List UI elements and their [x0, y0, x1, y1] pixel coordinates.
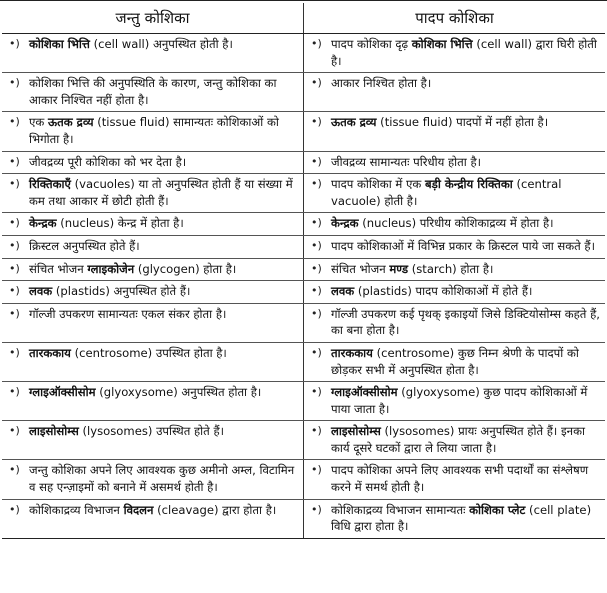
- comparison-row: [2, 258, 605, 281]
- key-term: मण्ड: [389, 261, 409, 276]
- comparison-row: [2, 421, 605, 460]
- comparison-row: [2, 174, 605, 213]
- comparison-row: [2, 382, 605, 421]
- bullet-arrow-icon: •): [9, 37, 20, 50]
- animal-cell-point: [2, 342, 304, 381]
- point-text-fragment: पादप कोशिका अपने लिए आवश्यक सभी पदार्थों का संश्लेषण करने में समर्थ होती है।: [331, 463, 589, 495]
- bullet-arrow-icon: •): [311, 238, 322, 252]
- plant-point-text: [331, 261, 602, 278]
- animal-point-text: [29, 306, 300, 323]
- animal-point-text: [29, 261, 300, 278]
- animal-point-text: [29, 384, 300, 401]
- bullet-arrow-icon: •): [311, 37, 322, 50]
- point-text-fragment: (plastids) अनुपस्थित होते हैं।: [52, 284, 191, 299]
- animal-point-text: [29, 215, 300, 232]
- plant-point-text: [331, 384, 602, 417]
- plant-cell-point: [304, 281, 606, 304]
- plant-cell-point: [304, 174, 606, 213]
- bullet-arrow-icon: •): [9, 385, 20, 399]
- plant-cell-point: [304, 213, 606, 236]
- plant-cell-point: [304, 235, 606, 258]
- key-term: विदलन: [123, 502, 154, 517]
- point-text-fragment: कोशिका भित्ति की अनुपस्थिति के कारण, जन्तु कोशिका का आकार निश्चित नहीं होता है।: [29, 76, 277, 107]
- key-term: तारककाय: [29, 345, 71, 360]
- point-text-fragment: संचित भोजन: [29, 261, 88, 276]
- bullet-arrow-icon: •): [311, 306, 322, 320]
- comparison-row: [2, 499, 605, 538]
- point-text-fragment: (cell wall) द्वारा घिरी होती है।: [331, 37, 597, 68]
- point-text-fragment: एक: [29, 115, 49, 130]
- animal-point-text: [29, 423, 300, 440]
- top-rule: [0, 0, 607, 1]
- point-text-fragment: (glyoxysome) कुछ पादप कोशिकाओं में पाया जाता है।: [331, 385, 588, 416]
- point-text-fragment: (central vacuole) होती है।: [331, 177, 562, 208]
- key-term: केन्द्रक: [331, 216, 359, 231]
- key-term: ग्लाइकोजेन: [87, 261, 135, 276]
- point-text-fragment: कोशिकाद्रव्य विभाजन सामान्यतः: [331, 502, 470, 517]
- animal-cell-header: जन्तु कोशिका: [2, 3, 304, 34]
- plant-cell-point: [304, 73, 606, 112]
- point-text-fragment: संचित भोजन: [331, 261, 390, 276]
- bullet-arrow-icon: •): [9, 424, 20, 438]
- animal-cell-point: [2, 213, 304, 236]
- plant-point-text: [331, 75, 602, 92]
- bullet-arrow-icon: •): [311, 424, 322, 438]
- bullet-arrow-icon: •): [311, 463, 322, 477]
- point-text-fragment: (tissue fluid) पादपों में नहीं होता है।: [376, 115, 549, 130]
- bullet-arrow-icon: •): [9, 463, 20, 477]
- comparison-row: [2, 235, 605, 258]
- point-text-fragment: पादप कोशिका दृढ़: [331, 37, 412, 51]
- plant-point-text: [331, 306, 602, 339]
- bullet-arrow-icon: •): [311, 345, 322, 359]
- animal-cell-point: [2, 151, 304, 174]
- key-term: लाइसोसोम्स: [331, 424, 381, 439]
- key-term: बड़ी केन्द्रीय रिक्तिका: [425, 177, 513, 192]
- animal-cell-point: [2, 460, 304, 499]
- key-term: रिक्तिकाएँ: [29, 177, 71, 192]
- point-text-fragment: (lysosomes) उपस्थित होते हैं।: [78, 424, 225, 439]
- animal-cell-point: [2, 174, 304, 213]
- plant-point-text: [331, 283, 602, 300]
- plant-cell-point: [304, 382, 606, 421]
- key-term: तारककाय: [331, 345, 373, 360]
- plant-point-text: [331, 154, 602, 171]
- point-text-fragment: पादप कोशिका में एक: [331, 177, 426, 192]
- key-term: लवक: [29, 284, 53, 299]
- key-term: ग्लाइऑक्सीसोम: [29, 385, 96, 400]
- point-text-fragment: पादप कोशिकाओं में विभिन्न प्रकार के क्रिस्टल पाये जा सकते हैं।: [331, 238, 595, 253]
- key-term: ग्लाइऑक्सीसोम: [331, 385, 398, 400]
- animal-cell-point: [2, 421, 304, 460]
- plant-cell-point: [304, 112, 606, 151]
- header-row: [2, 3, 605, 34]
- point-text-fragment: (glyoxysome) अनुपस्थित होता है।: [95, 385, 262, 400]
- animal-point-text: [29, 114, 300, 147]
- point-text-fragment: (lysosomes) प्रायः अनुपस्थित होते हैं। इनका कार्य दूसरे घटकों द्वारा ले लिया जाता है।: [331, 424, 586, 455]
- point-text-fragment: जीवद्रव्य पूरी कोशिका को भर देता है।: [29, 154, 187, 169]
- bullet-arrow-icon: •): [311, 154, 322, 168]
- point-text-fragment: (centrosome) कुछ निम्न श्रेणी के पादपों को छोड़कर सभी में अनुपस्थित होता है।: [331, 345, 579, 377]
- plant-cell-point: [304, 499, 606, 538]
- bullet-arrow-icon: •): [9, 177, 20, 191]
- animal-cell-point: [2, 112, 304, 151]
- animal-cell-point: [2, 258, 304, 281]
- point-text-fragment: क्रिस्टल अनुपस्थित होते हैं।: [29, 238, 140, 253]
- plant-cell-point: [304, 303, 606, 342]
- bullet-arrow-icon: •): [9, 502, 20, 516]
- key-term: कोशिका भित्ति: [29, 37, 90, 51]
- point-text-fragment: आकार निश्चित होता है।: [331, 76, 432, 91]
- bullet-arrow-icon: •): [311, 177, 322, 191]
- bullet-arrow-icon: •): [9, 76, 20, 90]
- animal-point-text: [29, 238, 300, 255]
- animal-point-text: [29, 154, 300, 171]
- plant-point-text: [331, 36, 602, 69]
- comparison-rows: [2, 34, 605, 539]
- animal-cell-point: [2, 73, 304, 112]
- bullet-arrow-icon: •): [9, 284, 20, 298]
- animal-point-text: [29, 345, 300, 362]
- animal-cell-point: [2, 235, 304, 258]
- plant-point-text: [331, 215, 602, 232]
- point-text-fragment: गॉल्जी उपकरण कई पृथक् इकाइयों जिसे डिक्टियोसोम्स कहते हैं, का बना होता है।: [331, 306, 600, 338]
- comparison-row: [2, 73, 605, 112]
- bullet-arrow-icon: •): [9, 306, 20, 320]
- bullet-arrow-icon: •): [9, 238, 20, 252]
- plant-cell-header: पादप कोशिका: [304, 3, 606, 34]
- comparison-row: [2, 342, 605, 381]
- comparison-row: [2, 213, 605, 236]
- animal-cell-point: [2, 281, 304, 304]
- animal-cell-point: [2, 34, 304, 73]
- point-text-fragment: गॉल्जी उपकरण सामान्यतः एकल संकर होता है।: [29, 306, 227, 321]
- comparison-row: [2, 303, 605, 342]
- point-text-fragment: (tissue fluid) सामान्यतः कोशिकाओं को भिगोता है।: [29, 115, 279, 146]
- point-text-fragment: (nucleus) परिधीय कोशिकाद्रव्य में होता है।: [358, 216, 554, 231]
- key-term: ऊतक द्रव्य: [48, 115, 94, 130]
- plant-point-text: [331, 423, 602, 456]
- plant-cell-point: [304, 342, 606, 381]
- point-text-fragment: (cell wall) अनुपस्थित होती है।: [89, 37, 233, 51]
- key-term: लवक: [331, 284, 355, 299]
- key-term: केन्द्रक: [29, 216, 57, 231]
- comparison-row: [2, 112, 605, 151]
- bullet-arrow-icon: •): [9, 261, 20, 275]
- comparison-row: [2, 460, 605, 499]
- plant-cell-point: [304, 258, 606, 281]
- comparison-row: [2, 151, 605, 174]
- point-text-fragment: (cell plate) विधि द्वारा होता है।: [331, 502, 592, 534]
- bullet-arrow-icon: •): [9, 345, 20, 359]
- bullet-arrow-icon: •): [9, 154, 20, 168]
- cell-comparison-table: [2, 3, 605, 539]
- key-term: कोशिका प्लेट: [469, 502, 526, 517]
- bullet-arrow-icon: •): [9, 115, 20, 129]
- animal-point-text: [29, 502, 300, 519]
- animal-cell-point: [2, 303, 304, 342]
- key-term: ऊतक द्रव्य: [331, 115, 377, 130]
- animal-point-text: [29, 36, 300, 53]
- animal-cell-point: [2, 382, 304, 421]
- plant-cell-point: [304, 151, 606, 174]
- animal-cell-point: [2, 499, 304, 538]
- animal-point-text: [29, 176, 300, 209]
- point-text-fragment: कोशिकाद्रव्य विभाजन: [29, 502, 124, 517]
- plant-point-text: [331, 176, 602, 209]
- plant-point-text: [331, 345, 602, 378]
- point-text-fragment: (centrosome) उपस्थित होता है।: [70, 345, 227, 360]
- point-text-fragment: (cleavage) द्वारा होता है।: [153, 502, 277, 517]
- plant-cell-point: [304, 421, 606, 460]
- comparison-row: [2, 34, 605, 73]
- point-text-fragment: (starch) होता है।: [408, 261, 494, 276]
- point-text-fragment: जीवद्रव्य सामान्यतः परिधीय होता है।: [331, 154, 482, 169]
- point-text-fragment: (vacuoles) या तो अनुपस्थित होती हैं या संख्या में कम तथा आकार में छोटी होती हैं।: [29, 177, 293, 208]
- key-term: कोशिका भित्ति: [411, 37, 473, 51]
- point-text-fragment: (plastids) पादप कोशिकाओं में होते हैं।: [354, 284, 533, 299]
- bullet-arrow-icon: •): [311, 502, 322, 516]
- plant-point-text: [331, 502, 602, 535]
- plant-point-text: [331, 462, 602, 495]
- bullet-arrow-icon: •): [311, 284, 322, 298]
- point-text-fragment: (nucleus) केन्द्र में होता है।: [56, 216, 184, 231]
- comparison-row: [2, 281, 605, 304]
- bullet-arrow-icon: •): [311, 216, 322, 230]
- plant-point-text: [331, 114, 602, 131]
- bullet-arrow-icon: •): [9, 216, 20, 230]
- bullet-arrow-icon: •): [311, 261, 322, 275]
- animal-point-text: [29, 283, 300, 300]
- animal-point-text: [29, 462, 300, 495]
- point-text-fragment: (glycogen) होता है।: [134, 261, 237, 276]
- bullet-arrow-icon: •): [311, 76, 322, 90]
- bullet-arrow-icon: •): [311, 385, 322, 399]
- animal-point-text: [29, 75, 300, 108]
- key-term: लाइसोसोम्स: [29, 424, 79, 439]
- point-text-fragment: जन्तु कोशिका अपने लिए आवश्यक कुछ अमीनो अम्ल, विटामिन व सह एन्ज़ाइमों को बनाने में असमर्थ होती है।: [29, 463, 295, 495]
- plant-point-text: [331, 238, 602, 255]
- bullet-arrow-icon: •): [311, 115, 322, 129]
- plant-cell-point: [304, 460, 606, 499]
- plant-cell-point: [304, 34, 606, 73]
